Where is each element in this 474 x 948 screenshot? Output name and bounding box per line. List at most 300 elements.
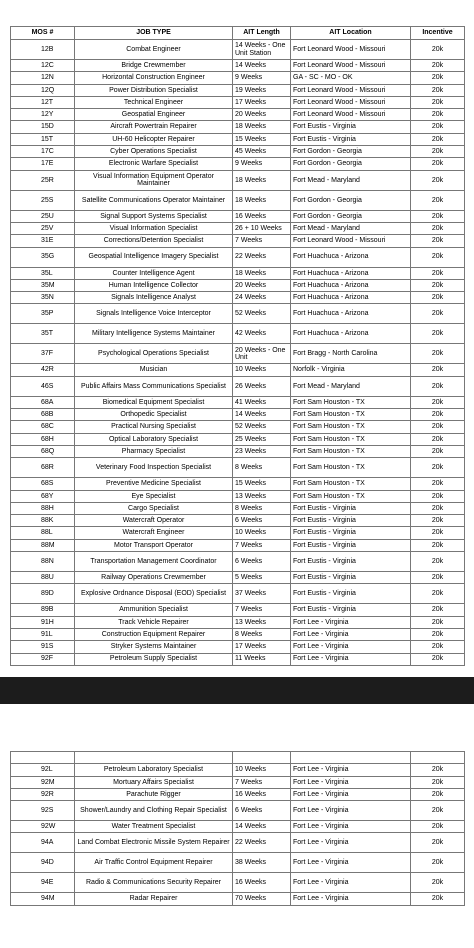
cell-ait-location: Fort Lee - Virginia bbox=[291, 801, 411, 821]
cell-ait-length: 26 Weeks bbox=[233, 376, 291, 396]
cell-ait-length: 10 Weeks bbox=[233, 527, 291, 539]
cell-ait-location: Fort Sam Houston - TX bbox=[291, 421, 411, 433]
cell-ait-length: 22 Weeks bbox=[233, 833, 291, 853]
cell-ait-location: Fort Lee - Virginia bbox=[291, 616, 411, 628]
cell-job-type: Orthopedic Specialist bbox=[75, 409, 233, 421]
cell-ait-length: 18 Weeks bbox=[233, 267, 291, 279]
cell-mos: 35T bbox=[11, 324, 75, 344]
table-row bbox=[11, 247, 465, 267]
cell-incentive: 20k bbox=[411, 421, 465, 433]
table-row bbox=[11, 552, 465, 572]
cell-ait-length: 14 Weeks bbox=[233, 409, 291, 421]
cell-incentive: 20k bbox=[411, 764, 465, 776]
cell-mos: 91H bbox=[11, 616, 75, 628]
cell-ait-location: Fort Sam Houston - TX bbox=[291, 409, 411, 421]
cell-ait-location: Fort Gordon - Georgia bbox=[291, 210, 411, 222]
cell-mos: 88L bbox=[11, 527, 75, 539]
cell-incentive: 20k bbox=[411, 344, 465, 364]
cell-job-type bbox=[75, 752, 233, 764]
cell-ait-location: Fort Huachuca - Arizona bbox=[291, 247, 411, 267]
cell-ait-length: 7 Weeks bbox=[233, 776, 291, 788]
cell-job-type: Horizontal Construction Engineer bbox=[75, 72, 233, 84]
cell-ait-length: 20 Weeks bbox=[233, 279, 291, 291]
cell-job-type: Geospatial Engineer bbox=[75, 109, 233, 121]
cell-ait-location: Fort Sam Houston - TX bbox=[291, 396, 411, 408]
header-mos: MOS # bbox=[11, 27, 75, 40]
cell-incentive: 20k bbox=[411, 409, 465, 421]
table-row bbox=[11, 121, 465, 133]
table-row bbox=[11, 421, 465, 433]
table-row bbox=[11, 396, 465, 408]
cell-incentive: 20k bbox=[411, 833, 465, 853]
cell-job-type: Optical Laboratory Specialist bbox=[75, 433, 233, 445]
cell-incentive: 20k bbox=[411, 304, 465, 324]
cell-mos: 92M bbox=[11, 776, 75, 788]
cell-incentive: 20k bbox=[411, 40, 465, 60]
cell-ait-length: 25 Weeks bbox=[233, 433, 291, 445]
cell-mos: 68B bbox=[11, 409, 75, 421]
cell-job-type: Motor Transport Operator bbox=[75, 539, 233, 551]
cell-mos: 35N bbox=[11, 292, 75, 304]
cell-job-type: Shower/Laundry and Clothing Repair Specialist bbox=[75, 801, 233, 821]
cell-mos: 92L bbox=[11, 764, 75, 776]
cell-mos: 25V bbox=[11, 222, 75, 234]
cell-job-type: Air Traffic Control Equipment Repairer bbox=[75, 853, 233, 873]
cell-incentive: 20k bbox=[411, 72, 465, 84]
cell-job-type: Biomedical Equipment Specialist bbox=[75, 396, 233, 408]
cell-mos: 88M bbox=[11, 539, 75, 551]
cell-mos: 68R bbox=[11, 458, 75, 478]
cell-mos: 31E bbox=[11, 235, 75, 247]
cell-ait-length: 23 Weeks bbox=[233, 445, 291, 457]
cell-job-type: Veterinary Food Inspection Specialist bbox=[75, 458, 233, 478]
cell-ait-location: Fort Leonard Wood - Missouri bbox=[291, 60, 411, 72]
cell-ait-location: Fort Eustis - Virginia bbox=[291, 515, 411, 527]
cell-mos: 15D bbox=[11, 121, 75, 133]
cell-mos: 92S bbox=[11, 801, 75, 821]
table-row bbox=[11, 628, 465, 640]
cell-mos: 68A bbox=[11, 396, 75, 408]
header-incentive: Incentive bbox=[411, 27, 465, 40]
cell-mos: 94D bbox=[11, 853, 75, 873]
cell-ait-location: Fort Eustis - Virginia bbox=[291, 572, 411, 584]
cell-job-type: Human Intelligence Collector bbox=[75, 279, 233, 291]
cell-mos: 92F bbox=[11, 653, 75, 665]
cell-ait-location: Fort Lee - Virginia bbox=[291, 764, 411, 776]
cell-job-type: Signals Intelligence Voice Interceptor bbox=[75, 304, 233, 324]
table-row bbox=[11, 376, 465, 396]
cell-incentive: 20k bbox=[411, 527, 465, 539]
cell-ait-length: 16 Weeks bbox=[233, 210, 291, 222]
cell-ait-location: Fort Eustis - Virginia bbox=[291, 604, 411, 616]
cell-ait-location: Fort Eustis - Virginia bbox=[291, 552, 411, 572]
cell-incentive: 20k bbox=[411, 60, 465, 72]
cell-ait-location: Fort Eustis - Virginia bbox=[291, 133, 411, 145]
cell-incentive: 20k bbox=[411, 604, 465, 616]
cell-job-type: Visual Information Equipment Operator Maintainer bbox=[75, 170, 233, 190]
cell-incentive: 20k bbox=[411, 292, 465, 304]
cell-incentive: 20k bbox=[411, 788, 465, 800]
cell-incentive: 20k bbox=[411, 222, 465, 234]
cell-job-type: Military Intelligence Systems Maintainer bbox=[75, 324, 233, 344]
cell-job-type: Technical Engineer bbox=[75, 96, 233, 108]
cell-incentive: 20k bbox=[411, 628, 465, 640]
cell-ait-location: Fort Eustis - Virginia bbox=[291, 527, 411, 539]
cell-incentive: 20k bbox=[411, 190, 465, 210]
cell-ait-length: 20 Weeks - One Unit bbox=[233, 344, 291, 364]
table-row bbox=[11, 788, 465, 800]
cell-ait-location: Fort Eustis - Virginia bbox=[291, 121, 411, 133]
cell-ait-length: 42 Weeks bbox=[233, 324, 291, 344]
cell-job-type: Bridge Crewmember bbox=[75, 60, 233, 72]
cell-mos: 12T bbox=[11, 96, 75, 108]
cell-mos: 25S bbox=[11, 190, 75, 210]
table-row bbox=[11, 502, 465, 514]
header-job-type: JOB TYPE bbox=[75, 27, 233, 40]
cell-job-type: Land Combat Electronic Missile System Repairer bbox=[75, 833, 233, 853]
cell-mos: 17E bbox=[11, 158, 75, 170]
cell-ait-location: Fort Huachuca - Arizona bbox=[291, 324, 411, 344]
cell-incentive: 20k bbox=[411, 776, 465, 788]
cell-ait-length: 16 Weeks bbox=[233, 873, 291, 893]
table-row bbox=[11, 304, 465, 324]
cell-incentive: 20k bbox=[411, 641, 465, 653]
cell-ait-length: 52 Weeks bbox=[233, 304, 291, 324]
cell-incentive: 20k bbox=[411, 109, 465, 121]
table-row bbox=[11, 146, 465, 158]
cell-ait-length: 17 Weeks bbox=[233, 96, 291, 108]
cell-ait-length: 6 Weeks bbox=[233, 552, 291, 572]
table-row bbox=[11, 60, 465, 72]
cell-incentive: 20k bbox=[411, 873, 465, 893]
cell-job-type: UH-60 Helicopter Repairer bbox=[75, 133, 233, 145]
cell-mos: 37F bbox=[11, 344, 75, 364]
cell-job-type: Watercraft Engineer bbox=[75, 527, 233, 539]
cell-incentive: 20k bbox=[411, 445, 465, 457]
cell-ait-location: Fort Leonard Wood - Missouri bbox=[291, 84, 411, 96]
cell-incentive: 20k bbox=[411, 121, 465, 133]
cell-job-type: Practical Nursing Specialist bbox=[75, 421, 233, 433]
table-row bbox=[11, 776, 465, 788]
cell-ait-location: Fort Sam Houston - TX bbox=[291, 478, 411, 490]
table-row bbox=[11, 539, 465, 551]
table-row bbox=[11, 292, 465, 304]
cell-job-type: Combat Engineer bbox=[75, 40, 233, 60]
cell-ait-location: Fort Lee - Virginia bbox=[291, 893, 411, 905]
cell-ait-location: Fort Lee - Virginia bbox=[291, 788, 411, 800]
cell-incentive: 20k bbox=[411, 247, 465, 267]
cell-incentive: 20k bbox=[411, 267, 465, 279]
cell-ait-location: Fort Eustis - Virginia bbox=[291, 584, 411, 604]
table-header-row bbox=[11, 27, 465, 40]
cell-incentive: 20k bbox=[411, 235, 465, 247]
cell-ait-length: 8 Weeks bbox=[233, 502, 291, 514]
table-row bbox=[11, 604, 465, 616]
cell-ait-length: 7 Weeks bbox=[233, 235, 291, 247]
cell-ait-location: Fort Lee - Virginia bbox=[291, 853, 411, 873]
cell-incentive: 20k bbox=[411, 396, 465, 408]
cell-job-type: Satellite Communications Operator Maintainer bbox=[75, 190, 233, 210]
table-row bbox=[11, 210, 465, 222]
table-row bbox=[11, 853, 465, 873]
table-row bbox=[11, 84, 465, 96]
cell-job-type: Petroleum Supply Specialist bbox=[75, 653, 233, 665]
cell-ait-length: 13 Weeks bbox=[233, 616, 291, 628]
cell-mos: 35M bbox=[11, 279, 75, 291]
cell-incentive: 20k bbox=[411, 478, 465, 490]
cell-job-type: Pharmacy Specialist bbox=[75, 445, 233, 457]
cell-mos: 92W bbox=[11, 821, 75, 833]
table-row bbox=[11, 833, 465, 853]
cell-ait-location: Fort Gordon - Georgia bbox=[291, 158, 411, 170]
cell-mos: 68S bbox=[11, 478, 75, 490]
cell-ait-location: Fort Sam Houston - TX bbox=[291, 458, 411, 478]
table-row bbox=[11, 445, 465, 457]
cell-ait-length: 15 Weeks bbox=[233, 478, 291, 490]
cell-job-type: Water Treatment Specialist bbox=[75, 821, 233, 833]
cell-ait-length: 11 Weeks bbox=[233, 653, 291, 665]
cell-incentive: 20k bbox=[411, 170, 465, 190]
table-row bbox=[11, 641, 465, 653]
cell-ait-length: 14 Weeks bbox=[233, 821, 291, 833]
cell-mos: 15T bbox=[11, 133, 75, 145]
cell-mos: 91L bbox=[11, 628, 75, 640]
cell-mos: 88N bbox=[11, 552, 75, 572]
cell-job-type: Explosive Ordnance Disposal (EOD) Specialist bbox=[75, 584, 233, 604]
cell-job-type: Eye Specialist bbox=[75, 490, 233, 502]
cell-ait-length: 16 Weeks bbox=[233, 788, 291, 800]
cell-incentive: 20k bbox=[411, 801, 465, 821]
cell-mos: 89D bbox=[11, 584, 75, 604]
table-row bbox=[11, 572, 465, 584]
cell-mos: 88K bbox=[11, 515, 75, 527]
cell-mos: 68C bbox=[11, 421, 75, 433]
cell-ait-location: Fort Gordon - Georgia bbox=[291, 146, 411, 158]
cell-ait-location bbox=[291, 752, 411, 764]
cell-incentive: 20k bbox=[411, 458, 465, 478]
cell-mos: 68Q bbox=[11, 445, 75, 457]
cell-ait-length: 41 Weeks bbox=[233, 396, 291, 408]
cell-ait-location: Fort Leonard Wood - Missouri bbox=[291, 96, 411, 108]
cell-ait-length: 6 Weeks bbox=[233, 801, 291, 821]
cell-incentive: 20k bbox=[411, 158, 465, 170]
cell-ait-length: 9 Weeks bbox=[233, 158, 291, 170]
table-row bbox=[11, 133, 465, 145]
cell-mos: 91S bbox=[11, 641, 75, 653]
cell-ait-location: Fort Huachuca - Arizona bbox=[291, 267, 411, 279]
cell-ait-location: Fort Sam Houston - TX bbox=[291, 433, 411, 445]
table-row bbox=[11, 490, 465, 502]
table-row bbox=[11, 458, 465, 478]
cell-incentive: 20k bbox=[411, 376, 465, 396]
table-row bbox=[11, 40, 465, 60]
cell-ait-length: 22 Weeks bbox=[233, 247, 291, 267]
cell-incentive: 20k bbox=[411, 133, 465, 145]
cell-job-type: Radio & Communications Security Repairer bbox=[75, 873, 233, 893]
cell-incentive: 20k bbox=[411, 539, 465, 551]
cell-ait-location: Fort Leonard Wood - Missouri bbox=[291, 40, 411, 60]
cell-mos: 12N bbox=[11, 72, 75, 84]
cell-ait-location: Fort Leonard Wood - Missouri bbox=[291, 109, 411, 121]
cell-mos bbox=[11, 752, 75, 764]
cell-ait-length: 8 Weeks bbox=[233, 458, 291, 478]
cell-ait-location: Fort Lee - Virginia bbox=[291, 653, 411, 665]
cell-ait-location: Fort Lee - Virginia bbox=[291, 873, 411, 893]
cell-incentive: 20k bbox=[411, 552, 465, 572]
cell-incentive: 20k bbox=[411, 572, 465, 584]
table-row bbox=[11, 279, 465, 291]
cell-ait-length: 20 Weeks bbox=[233, 109, 291, 121]
cell-mos: 68Y bbox=[11, 490, 75, 502]
cell-mos: 12Y bbox=[11, 109, 75, 121]
cell-ait-location: Fort Leonard Wood - Missouri bbox=[291, 235, 411, 247]
cell-job-type: Corrections/Detention Specialist bbox=[75, 235, 233, 247]
cell-job-type: Signals Intelligence Analyst bbox=[75, 292, 233, 304]
cell-ait-length: 6 Weeks bbox=[233, 515, 291, 527]
cell-ait-length: 10 Weeks bbox=[233, 364, 291, 376]
cell-job-type: Stryker Systems Maintainer bbox=[75, 641, 233, 653]
cell-mos: 12Q bbox=[11, 84, 75, 96]
cell-ait-location: Fort Sam Houston - TX bbox=[291, 445, 411, 457]
cell-mos: 94E bbox=[11, 873, 75, 893]
table-row bbox=[11, 72, 465, 84]
cell-incentive: 20k bbox=[411, 210, 465, 222]
cell-mos: 92R bbox=[11, 788, 75, 800]
table-row bbox=[11, 267, 465, 279]
header-ait-length: AIT Length bbox=[233, 27, 291, 40]
cell-job-type: Electronic Warfare Specialist bbox=[75, 158, 233, 170]
cell-ait-length: 45 Weeks bbox=[233, 146, 291, 158]
mos-table-part-2 bbox=[10, 751, 465, 906]
cell-ait-location: Fort Huachuca - Arizona bbox=[291, 292, 411, 304]
cell-job-type: Mortuary Affairs Specialist bbox=[75, 776, 233, 788]
table-row bbox=[11, 96, 465, 108]
cell-ait-length: 7 Weeks bbox=[233, 539, 291, 551]
cell-ait-location: Fort Lee - Virginia bbox=[291, 641, 411, 653]
cell-mos: 42R bbox=[11, 364, 75, 376]
cell-ait-location: Fort Sam Houston - TX bbox=[291, 490, 411, 502]
cell-mos: 35G bbox=[11, 247, 75, 267]
table-row bbox=[11, 158, 465, 170]
cell-ait-location: Fort Lee - Virginia bbox=[291, 821, 411, 833]
cell-job-type: Petroleum Laboratory Specialist bbox=[75, 764, 233, 776]
cell-job-type: Signal Support Systems Specialist bbox=[75, 210, 233, 222]
table-row bbox=[11, 752, 465, 764]
cell-job-type: Ammunition Specialist bbox=[75, 604, 233, 616]
cell-job-type: Visual Information Specialist bbox=[75, 222, 233, 234]
cell-job-type: Watercraft Operator bbox=[75, 515, 233, 527]
cell-incentive: 20k bbox=[411, 515, 465, 527]
cell-incentive: 20k bbox=[411, 490, 465, 502]
cell-incentive: 20k bbox=[411, 502, 465, 514]
cell-incentive: 20k bbox=[411, 821, 465, 833]
cell-mos: 94A bbox=[11, 833, 75, 853]
cell-incentive: 20k bbox=[411, 96, 465, 108]
cell-mos: 12C bbox=[11, 60, 75, 72]
cell-ait-length: 13 Weeks bbox=[233, 490, 291, 502]
cell-incentive: 20k bbox=[411, 853, 465, 873]
cell-incentive: 20k bbox=[411, 616, 465, 628]
cell-mos: 35P bbox=[11, 304, 75, 324]
cell-job-type: Psychological Operations Specialist bbox=[75, 344, 233, 364]
cell-ait-length: 10 Weeks bbox=[233, 764, 291, 776]
cell-ait-length: 9 Weeks bbox=[233, 72, 291, 84]
cell-job-type: Preventive Medicine Specialist bbox=[75, 478, 233, 490]
cell-ait-length: 7 Weeks bbox=[233, 604, 291, 616]
cell-ait-length: 26 + 10 Weeks bbox=[233, 222, 291, 234]
table-row bbox=[11, 222, 465, 234]
cell-job-type: Radar Repairer bbox=[75, 893, 233, 905]
cell-job-type: Cargo Specialist bbox=[75, 502, 233, 514]
table-row bbox=[11, 409, 465, 421]
cell-incentive: 20k bbox=[411, 893, 465, 905]
cell-ait-length: 18 Weeks bbox=[233, 121, 291, 133]
cell-ait-length: 14 Weeks - One Unit Station bbox=[233, 40, 291, 60]
cell-incentive: 20k bbox=[411, 433, 465, 445]
cell-incentive: 20k bbox=[411, 324, 465, 344]
cell-incentive bbox=[411, 752, 465, 764]
cell-incentive: 20k bbox=[411, 653, 465, 665]
cell-incentive: 20k bbox=[411, 364, 465, 376]
cell-mos: 94M bbox=[11, 893, 75, 905]
cell-ait-location: Fort Eustis - Virginia bbox=[291, 502, 411, 514]
cell-ait-length: 70 Weeks bbox=[233, 893, 291, 905]
cell-mos: 88H bbox=[11, 502, 75, 514]
cell-incentive: 20k bbox=[411, 84, 465, 96]
table-row bbox=[11, 324, 465, 344]
table-row bbox=[11, 170, 465, 190]
table-row bbox=[11, 801, 465, 821]
cell-ait-location: Fort Mead - Maryland bbox=[291, 376, 411, 396]
cell-job-type: Track Vehicle Repairer bbox=[75, 616, 233, 628]
cell-mos: 12B bbox=[11, 40, 75, 60]
cell-mos: 89B bbox=[11, 604, 75, 616]
table-row bbox=[11, 873, 465, 893]
cell-ait-location: Fort Lee - Virginia bbox=[291, 628, 411, 640]
cell-ait-location: Fort Eustis - Virginia bbox=[291, 539, 411, 551]
table-row bbox=[11, 821, 465, 833]
cell-job-type: Musician bbox=[75, 364, 233, 376]
cell-ait-length: 14 Weeks bbox=[233, 60, 291, 72]
cell-ait-location: Fort Mead - Maryland bbox=[291, 170, 411, 190]
cell-job-type: Cyber Operations Specialist bbox=[75, 146, 233, 158]
cell-ait-length: 38 Weeks bbox=[233, 853, 291, 873]
cell-ait-length: 15 Weeks bbox=[233, 133, 291, 145]
table-row bbox=[11, 478, 465, 490]
table-row bbox=[11, 616, 465, 628]
cell-mos: 17C bbox=[11, 146, 75, 158]
cell-ait-location: Fort Lee - Virginia bbox=[291, 776, 411, 788]
cell-job-type: Construction Equipment Repairer bbox=[75, 628, 233, 640]
cell-mos: 88U bbox=[11, 572, 75, 584]
cell-incentive: 20k bbox=[411, 146, 465, 158]
cell-ait-location: Fort Huachuca - Arizona bbox=[291, 304, 411, 324]
cell-ait-length: 17 Weeks bbox=[233, 641, 291, 653]
cell-job-type: Railway Operations Crewmember bbox=[75, 572, 233, 584]
cell-mos: 25R bbox=[11, 170, 75, 190]
table-row bbox=[11, 515, 465, 527]
cell-ait-length: 37 Weeks bbox=[233, 584, 291, 604]
cell-ait-length bbox=[233, 752, 291, 764]
cell-incentive: 20k bbox=[411, 584, 465, 604]
cell-mos: 35L bbox=[11, 267, 75, 279]
cell-job-type: Aircraft Powertrain Repairer bbox=[75, 121, 233, 133]
table-row bbox=[11, 235, 465, 247]
cell-ait-length: 18 Weeks bbox=[233, 170, 291, 190]
table-row bbox=[11, 433, 465, 445]
cell-ait-location: GA - SC - MO - OK bbox=[291, 72, 411, 84]
cell-incentive: 20k bbox=[411, 279, 465, 291]
